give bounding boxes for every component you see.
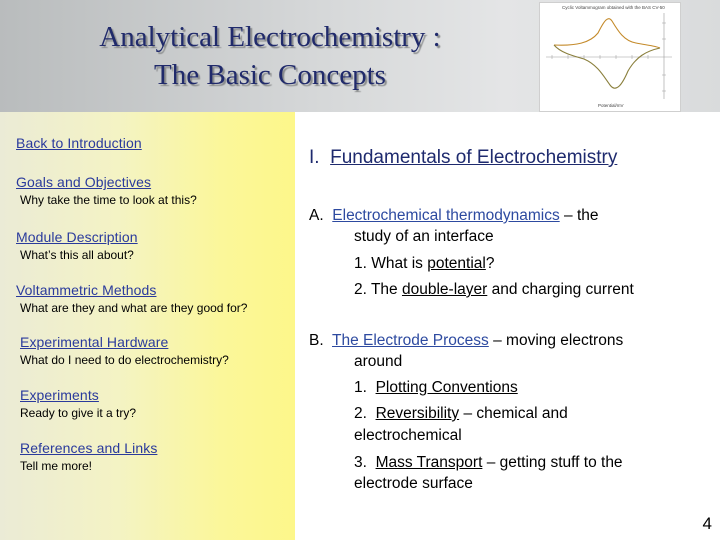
- link-plotting-conventions[interactable]: Plotting Conventions: [375, 379, 518, 396]
- item-b1-prefix: 1.: [354, 379, 367, 396]
- nav-desc-goals-and-objectives: Why take the time to look at this?: [20, 193, 197, 207]
- item-a1-prefix: 1. What is: [354, 255, 423, 272]
- slide-header: [0, 0, 720, 112]
- nav-link-module-description[interactable]: Module Description: [16, 229, 138, 245]
- link-electrochemical-thermodynamics[interactable]: Electrochemical thermodynamics: [332, 207, 560, 224]
- item-b3-line2: electrode surface: [354, 475, 473, 492]
- figure-xlabel: Potential/mV: [598, 103, 624, 108]
- item-a-line2: study of an interface: [354, 228, 494, 245]
- nav-desc-module-description: What’s this all about?: [20, 248, 134, 262]
- item-a2-prefix: 2. The: [354, 281, 398, 298]
- item-b-rest: – moving electrons: [493, 332, 624, 349]
- nav-link-voltammetric-methods[interactable]: Voltammetric Methods: [16, 282, 157, 298]
- item-a1-suffix: ?: [485, 255, 495, 272]
- section-title: [309, 147, 617, 169]
- page-number: 4: [702, 514, 712, 533]
- nav-link-experiments[interactable]: Experiments: [20, 387, 99, 403]
- item-b2: [354, 403, 568, 424]
- sidebar-nav: [0, 112, 295, 540]
- item-b1: [354, 377, 518, 398]
- cv-reduction-trace: [554, 45, 660, 88]
- slide-title: [40, 18, 500, 94]
- cv-oxidation-trace: [554, 19, 660, 48]
- nav-link-goals-and-objectives[interactable]: Goals and Objectives: [16, 174, 152, 190]
- item-b3: [354, 452, 623, 473]
- nav-link-experimental-hardware[interactable]: Experimental Hardware: [20, 334, 169, 350]
- nav-desc-voltammetric-methods: What are they and what are they good for?: [20, 301, 248, 315]
- item-b2-prefix: 2.: [354, 405, 367, 422]
- link-double-layer[interactable]: double-layer: [401, 281, 488, 298]
- nav-desc-references-and-links: Tell me more!: [20, 459, 93, 473]
- section-title-link[interactable]: Fundamentals of Electrochemistry: [330, 147, 618, 168]
- title-line-2: The Basic Concepts: [154, 59, 386, 91]
- item-b2-line2: electrochemical: [354, 427, 462, 444]
- nav-desc-experimental-hardware: What do I need to do electrochemistry?: [20, 353, 229, 367]
- section-number: I.: [309, 147, 320, 168]
- item-b-line2: around: [354, 353, 403, 370]
- nav-link-references-and-links[interactable]: References and Links: [20, 440, 158, 456]
- item-a: [309, 205, 599, 226]
- item-a2-suffix: and charging current: [491, 281, 634, 298]
- link-potential[interactable]: potential: [427, 255, 486, 272]
- item-b3-suffix: – getting stuff to the: [486, 454, 623, 471]
- item-a2: [354, 279, 634, 300]
- item-b-prefix: B.: [309, 332, 324, 349]
- link-the-electrode-process[interactable]: The Electrode Process: [332, 332, 489, 349]
- cyclic-voltammogram-image: [539, 2, 681, 112]
- item-b2-suffix: – chemical and: [463, 405, 568, 422]
- main-content: [295, 112, 720, 540]
- link-reversibility[interactable]: Reversibility: [375, 405, 460, 422]
- item-a1: [354, 253, 494, 274]
- item-b: [309, 330, 623, 351]
- figure-title: Cyclic Voltammogram obtained with the BAS CV-50: [562, 5, 665, 10]
- nav-link-back-to-introduction[interactable]: Back to Introduction: [16, 135, 142, 151]
- item-a-prefix: A.: [309, 207, 324, 224]
- link-mass-transport[interactable]: Mass Transport: [375, 454, 483, 471]
- title-line-1: Analytical Electrochemistry :: [99, 21, 441, 53]
- item-b3-prefix: 3.: [354, 454, 367, 471]
- nav-desc-experiments: Ready to give it a try?: [20, 406, 137, 420]
- item-a-rest: – the: [564, 207, 599, 224]
